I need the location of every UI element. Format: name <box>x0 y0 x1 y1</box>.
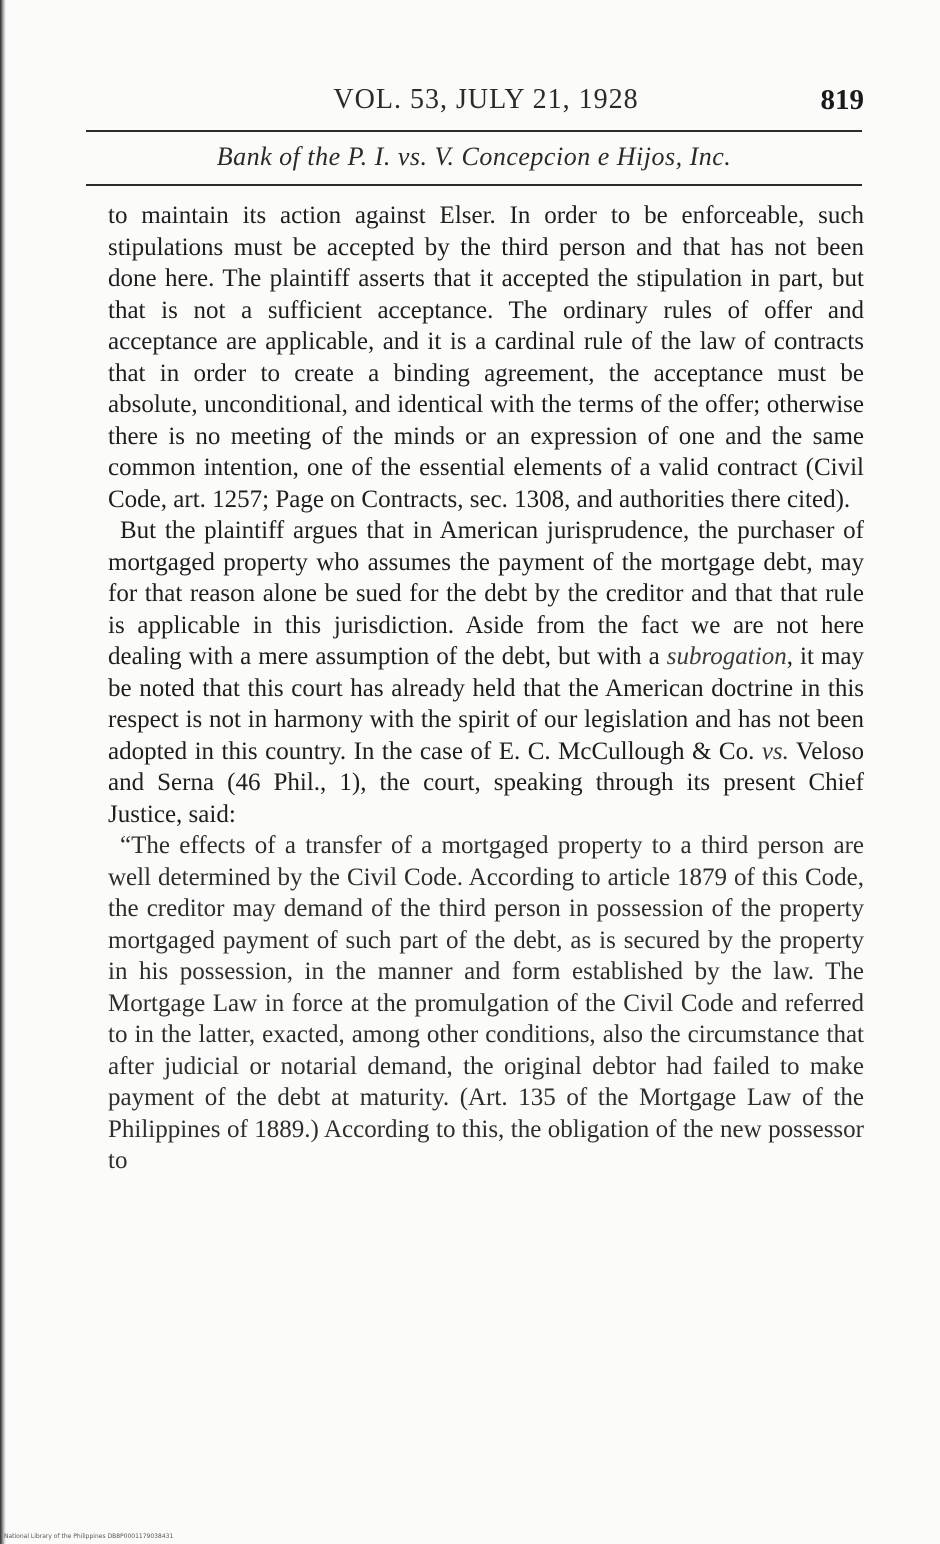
case-title: Bank of the P. I. vs. V. Concepcion e Hijos, Inc. <box>216 142 732 171</box>
binding-gutter <box>0 0 6 1544</box>
paragraph-3-quotation: “The effects of a transfer of a mortgaged property to a third person are well determined by the Civil Code. According to article 1879 of this Code, the creditor may demand of the third person in possession of the property mortgaged payment of such part of the debt, as is secured by the property in his possession, in the manner and form established by the law. The Mortgage Law in force at the promulgation of the Civil Code and referred to in the latter, exacted, among other conditions, also the circumstance that after judicial or notarial demand, the original debtor had failed to make payment of the debt at maturity. (Art. 135 of the Mortgage Law of the Philippines of 1889.) According to this, the obligation of the new possessor to <box>108 832 864 1174</box>
library-stamp: National Library of the Philippines DB8P0001179038431 <box>4 1533 174 1540</box>
paragraph-2-vs: vs. <box>761 737 789 765</box>
paragraph-2-part-2: , it may be noted that this court has already held that the American doctrine in this respect is not in harmony with the spirit of our legislation and has not been adopted in this country. In the case of E. C. McCullough & Co. <box>108 643 864 765</box>
header-rule-bottom <box>86 184 862 186</box>
body-text <box>108 200 864 1177</box>
paragraph-2-part-1: But the plaintiff argues that in American jurisprudence, the purchaser of mortgaged property who assumes the payment of the mortgage debt, may for that reason alone be sued for the debt by the creditor and that that rule is applicable in this jurisdiction. Aside from the fact we are not here dealing with a mere assumption of the debt, but with a <box>108 517 864 670</box>
volume-date-header: VOL. 53, JULY 21, 1928 <box>333 84 639 115</box>
paragraph-2 <box>108 515 864 830</box>
running-head <box>108 84 864 132</box>
paragraph-2-part-3: Veloso and Serna (46 Phil., 1), the court, speaking through its present Chief Justice, said: <box>108 737 864 828</box>
paragraph-1: to maintain its action against Elser. In order to be enforceable, such stipulations must be accepted by the third person and that has not been done here. The plaintiff asserts that it accepted the stipulation in part, but that is not a sufficient acceptance. The ordinary rules of offer and acceptance are applicable, and it is a cardinal rule of the law of contracts that in order to create a binding agreement, the acceptance must be absolute, unconditional, and identical with the terms of the offer; otherwise there is no meeting of the minds or an expression of one and the same common intention, one of the essential elements of a valid contract (Civil Code, art. 1257; Page on Contracts, sec. 1308, and authorities there cited). <box>108 202 864 513</box>
header-rule-top <box>86 130 862 132</box>
page-number: 819 <box>820 84 864 116</box>
paragraph-2-emphasis: subrogation <box>666 643 787 670</box>
